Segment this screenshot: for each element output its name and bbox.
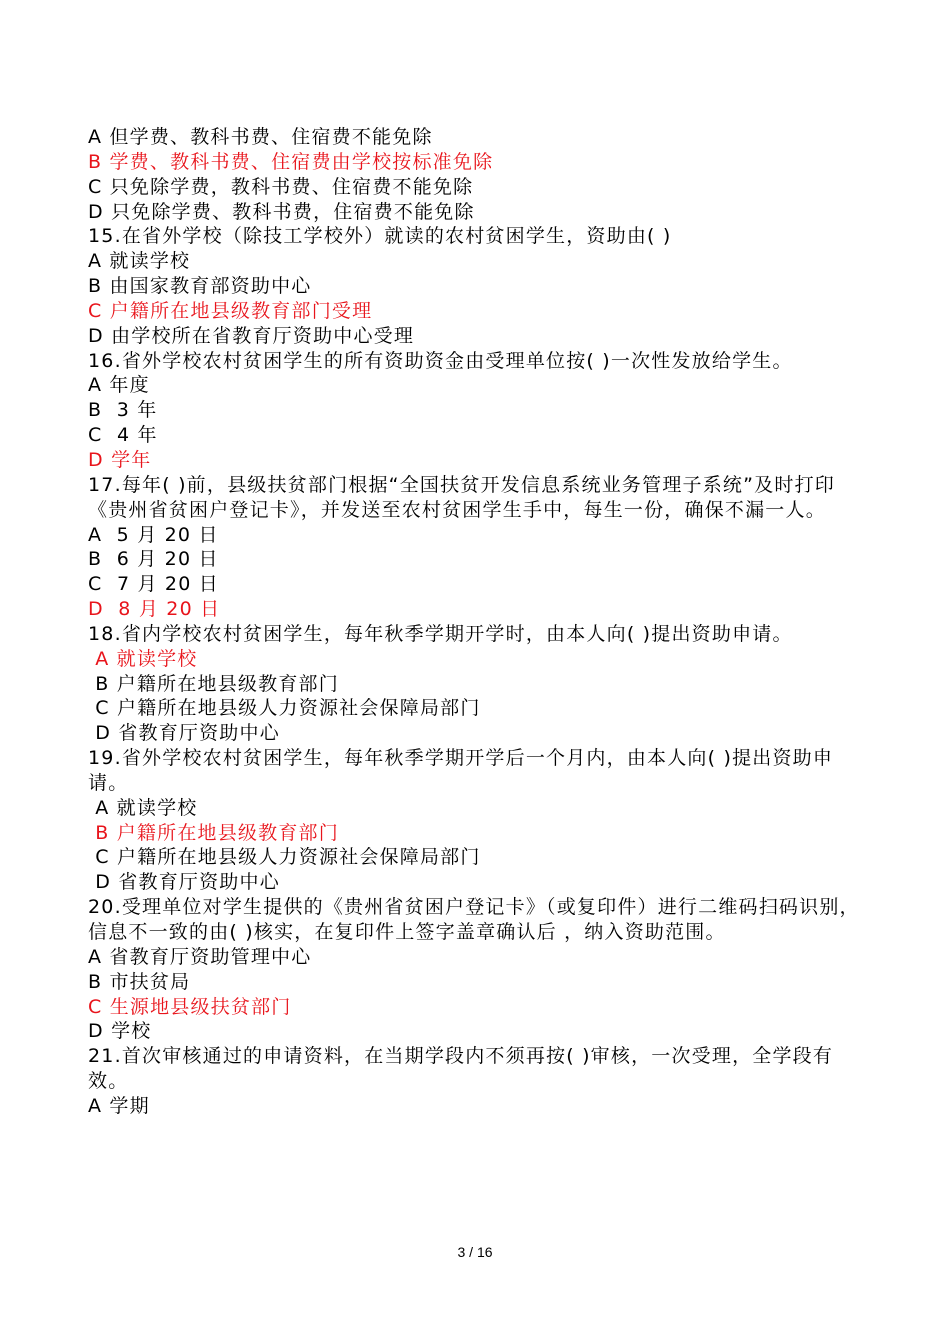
question-text: 17.每年( )前，县级扶贫部门根据“全国扶贫开发信息系统业务管理子系统”及时打印《贵州省贫困户登记卡》，并发送至农村贫困学生手中，每生一份，确保不漏一人。 [88, 473, 835, 521]
answer-option: D 8 月 20 日 [88, 598, 221, 621]
option-text: B 由国家教育部资助中心 [88, 275, 312, 298]
question-text: 16.省外学校农村贫困学生的所有资助资金由受理单位按( )一次性发放给学生。 [88, 349, 793, 372]
question-text: 20.受理单位对学生提供的《贵州省贫困户登记卡》（或复印件）进行二维码扫码识别，信息不一致的由( )核实，在复印件上签字盖章确认后 ，纳入资助范围。 [88, 896, 860, 943]
option-text: C 7 月 20 日 [88, 573, 219, 596]
option-text: D 只免除学费、教科书费，住宿费不能免除 [88, 200, 475, 223]
answer-option: D 学年 [88, 448, 152, 471]
option-text: B 3 年 [88, 399, 158, 422]
option-text: B 户籍所在地县级教育部门 [88, 672, 339, 695]
option-text: D 省教育厅资助中心 [88, 722, 280, 745]
question-text: 18.省内学校农村贫困学生，每年秋季学期开学时，由本人向( )提出资助申请。 [88, 622, 793, 645]
question-text: 21.首次审核通过的申请资料，在当期学段内不须再按( )审核，一次受理，全学段有效。 [88, 1045, 834, 1093]
option-text: D 省教育厅资助中心 [88, 871, 280, 894]
option-text: A 年度 [88, 374, 150, 397]
answer-option: B 学费、教科书费、住宿费由学校按标准免除 [88, 150, 494, 173]
question-text: 19.省外学校农村贫困学生，每年秋季学期开学后一个月内，由本人向( )提出资助申请。 [88, 747, 834, 794]
option-text: C 户籍所在地县级人力资源社会保障局部门 [88, 846, 481, 869]
option-text: A 省教育厅资助管理中心 [88, 945, 312, 968]
answer-option: B 户籍所在地县级教育部门 [88, 821, 339, 844]
answer-option: C 生源地县级扶贫部门 [88, 995, 292, 1018]
option-text: D 学校 [88, 1020, 152, 1043]
document-body [88, 125, 868, 1119]
option-text: C 只免除学费，教科书费、住宿费不能免除 [88, 175, 474, 198]
option-text: D 由学校所在省教育厅资助中心受理 [88, 324, 415, 347]
answer-option: A 就读学校 [88, 647, 198, 670]
option-text: A 就读学校 [88, 796, 198, 819]
option-text: C 户籍所在地县级人力资源社会保障局部门 [88, 697, 481, 720]
option-text: A 就读学校 [88, 250, 191, 273]
option-text: A 学期 [88, 1094, 150, 1117]
option-text: A 5 月 20 日 [88, 523, 219, 546]
option-text: A 但学费、教科书费、住宿费不能免除 [88, 126, 433, 148]
option-text: C 4 年 [88, 424, 158, 447]
option-text: B 6 月 20 日 [88, 548, 219, 571]
question-text: 15.在省外学校（除技工学校外）就读的农村贫困学生，资助由( ) [88, 225, 672, 248]
page-number: 3 / 16 [457, 1244, 493, 1260]
answer-option: C 户籍所在地县级教育部门受理 [88, 299, 373, 322]
option-text: B 市扶贫局 [88, 970, 191, 993]
